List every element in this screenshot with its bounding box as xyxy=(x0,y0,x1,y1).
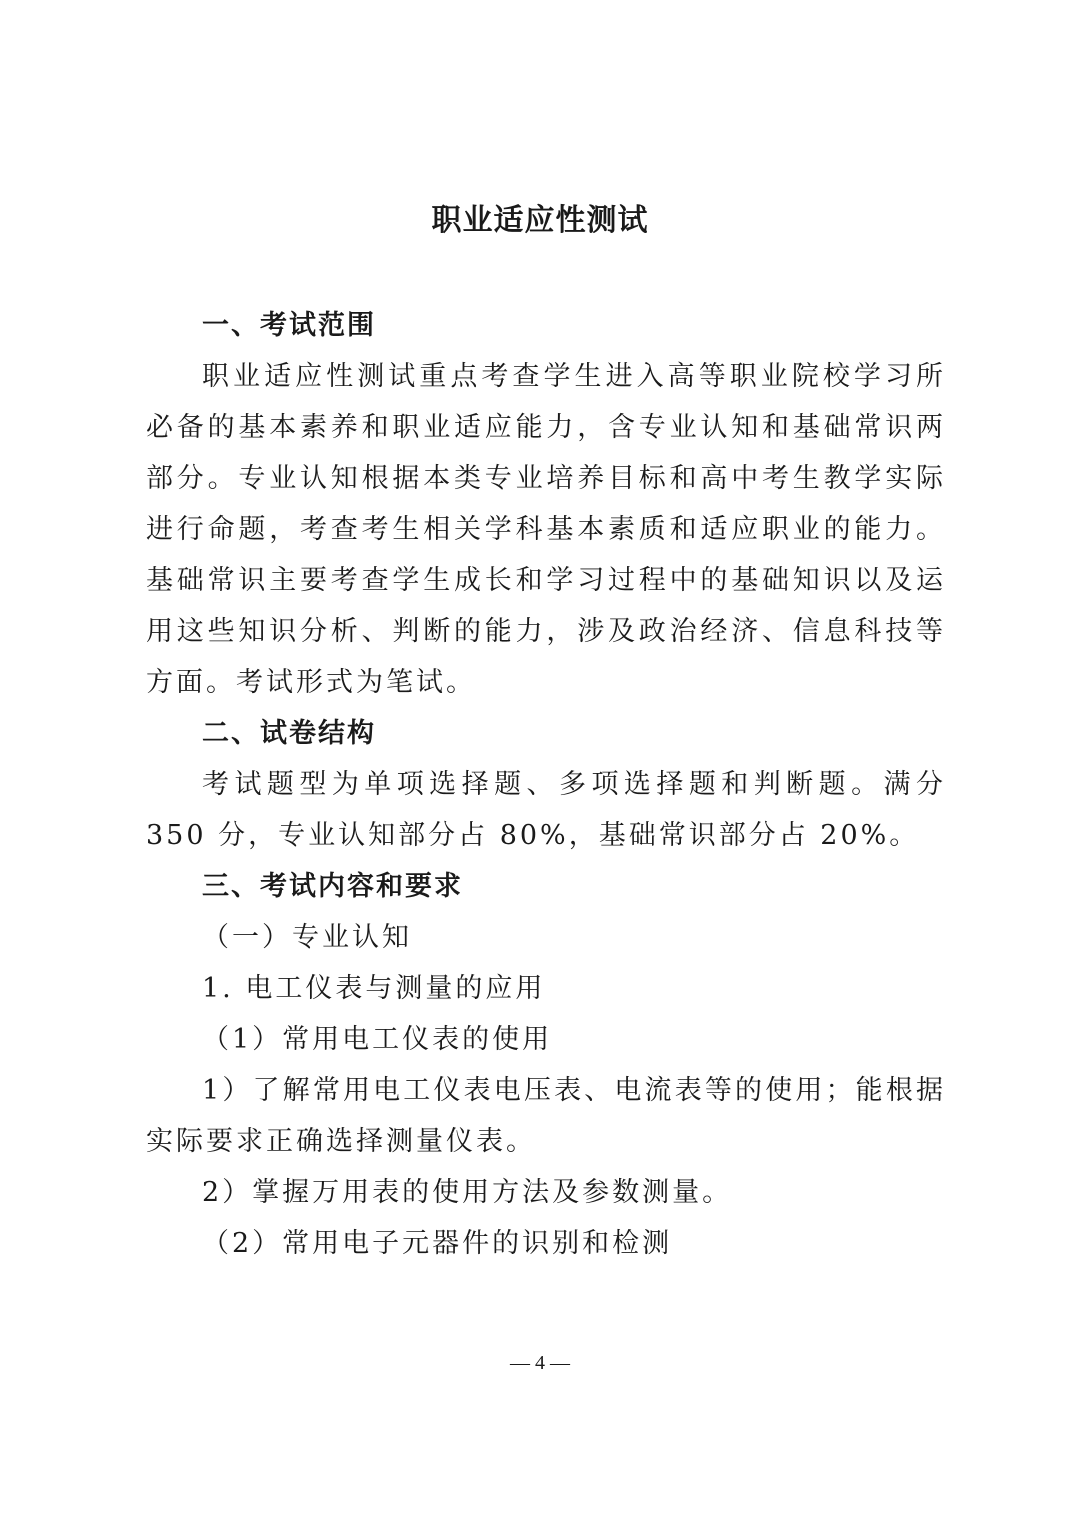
subheading-professional-cognition: （一）专业认知 xyxy=(202,922,412,953)
item-multimeter: 2）掌握万用表的使用方法及参数测量。 xyxy=(202,1177,733,1208)
page-title: 职业适应性测试 xyxy=(431,203,649,238)
item-voltmeter-ammeter: 1）了解常用电工仪表电压表、电流表等的使用；能根据实际要求正确选择测量仪表。 xyxy=(146,1075,946,1157)
section-heading-scope: 一、考试范围 xyxy=(202,310,376,341)
paragraph-structure: 考试题型为单项选择题、多项选择题和判断题。满分 350 分，专业认知部分占 80%，基础常识部分占 20%。 xyxy=(146,769,946,851)
item-electronic-components: （2）常用电子元器件的识别和检测 xyxy=(202,1228,673,1259)
section-heading-structure: 二、试卷结构 xyxy=(202,718,376,749)
document-body xyxy=(146,300,946,1269)
item-common-instruments-use: （1）常用电工仪表的使用 xyxy=(202,1024,553,1055)
section-heading-content: 三、考试内容和要求 xyxy=(202,871,463,902)
item-electrical-instruments: 1. 电工仪表与测量的应用 xyxy=(202,973,546,1004)
paragraph-scope: 职业适应性测试重点考查学生进入高等职业院校学习所必备的基本素养和职业适应能力，含专业认知和基础常识两部分。专业认知根据本类专业培养目标和高中考生教学实际进行命题，考查考生相关学科基本素质和适应职业的能力。基础常识主要考查学生成长和学习过程中的基础知识以及运用这些知识分析、判断的能力，涉及政治经济、信息科技等方面。考试形式为笔试。 xyxy=(146,361,946,698)
page-number: — 4 — xyxy=(510,1352,570,1374)
